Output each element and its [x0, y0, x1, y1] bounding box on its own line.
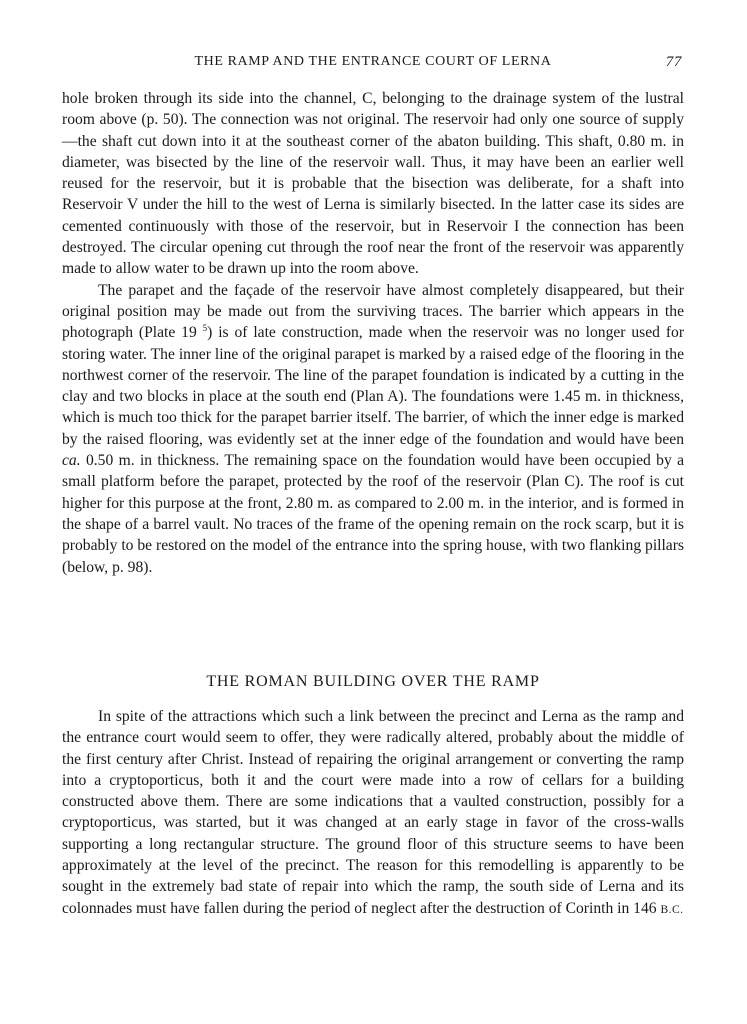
- page-number: 77: [665, 54, 682, 70]
- running-title: THE RAMP AND THE ENTRANCE COURT OF LERNA: [194, 54, 552, 69]
- italic-abbreviation: ca.: [62, 452, 81, 470]
- paragraph-text: In spite of the attractions which such a link between the precinct and Lerna as the ramp and the entrance court would seem to offer, they were radically altered, probably about the middle of the first century after Christ. Instead of repairing the original arrangement or converting the ramp into a cryptoporticus, both it and the court were made into a row of cellars for a building constructed above them. There are some indications that a vaulted construction, possibly for a cryptoporticus, was started, but it was changed at an early stage in favor of the cross-walls supporting a long rectangular structure. The ground floor of this structure seems to have been approximately at the level of the precinct. The reason for this remodelling is apparently to be sought in the extremely bad state of repair into which the ramp, the south side of Lerna and its colonnades must have fallen during the period of neglect after the destruction of Corinth in 146: [62, 708, 684, 917]
- paragraph-parapet: [62, 280, 684, 578]
- body-text-section: [62, 706, 684, 921]
- era-abbreviation: B.C.: [660, 903, 684, 916]
- footnote-superscript: 5: [202, 323, 208, 334]
- paragraph-reservoir-supply: [62, 88, 684, 280]
- paragraph-text: 0.50 m. in thickness. The remaining space on the foundation would have been occupied by a small platform before the parapet, protected by the roof of the reservoir (Plan C). The roof is cut higher for this purpose at the front, 2.80 m. as compared to 2.00 m. in the interior, and is formed in the shape of a barrel vault. No traces of the frame of the opening remain on the rock scarp, but it is probably to be restored on the model of the entrance into the spring house, with two flanking pillars (below, p. 98).: [62, 452, 684, 576]
- body-text-top: [62, 88, 684, 578]
- section-heading: THE ROMAN BUILDING OVER THE RAMP: [206, 673, 540, 690]
- paragraph-text: hole broken through its side into the channel, C, belonging to the drainage system of the lustral room above (p. 50). The connection was not original. The reservoir had only one source of supply—the shaft cut down into it at the southeast corner of the abaton building. This shaft, 0.80 m. in diameter, was bisected by the line of the reservoir wall. Thus, it may have been an earlier well reused for the reservoir, but it is probable that the bisection was deliberate, for a shaft into Reservoir V under the hill to the west of Lerna is similarly bisected. In the latter case its sides are cemented continuously with those of the reservoir, but in Reservoir I the connection has been destroyed. The circular opening cut through the roof near the front of the reservoir was apparently made to allow water to be drawn up into the room above.: [62, 90, 684, 278]
- paragraph-text: The parapet and the façade of the reservoir have almost completely disappeared, but their original position may be made out from the surviving traces. The barrier which appears in the photograph (Plate 19: [62, 281, 684, 342]
- paragraph-text: ) is of late construction, made when the reservoir was no longer used for storing water. The inner line of the original parapet is marked by a raised edge of the flooring in the northwest corner of the reservoir. The line of the parapet foundation is indicated by a cutting in the clay and two blocks in place at the south end (Plan A). The foundations were 1.45 m. in thickness, which is much too thick for the parapet barrier itself. The barrier, of which the inner edge is marked by the raised flooring, was evidently set at the inner edge of the foundation and would have been: [62, 324, 685, 448]
- running-header: [60, 54, 686, 76]
- paragraph-roman-building: [62, 706, 684, 921]
